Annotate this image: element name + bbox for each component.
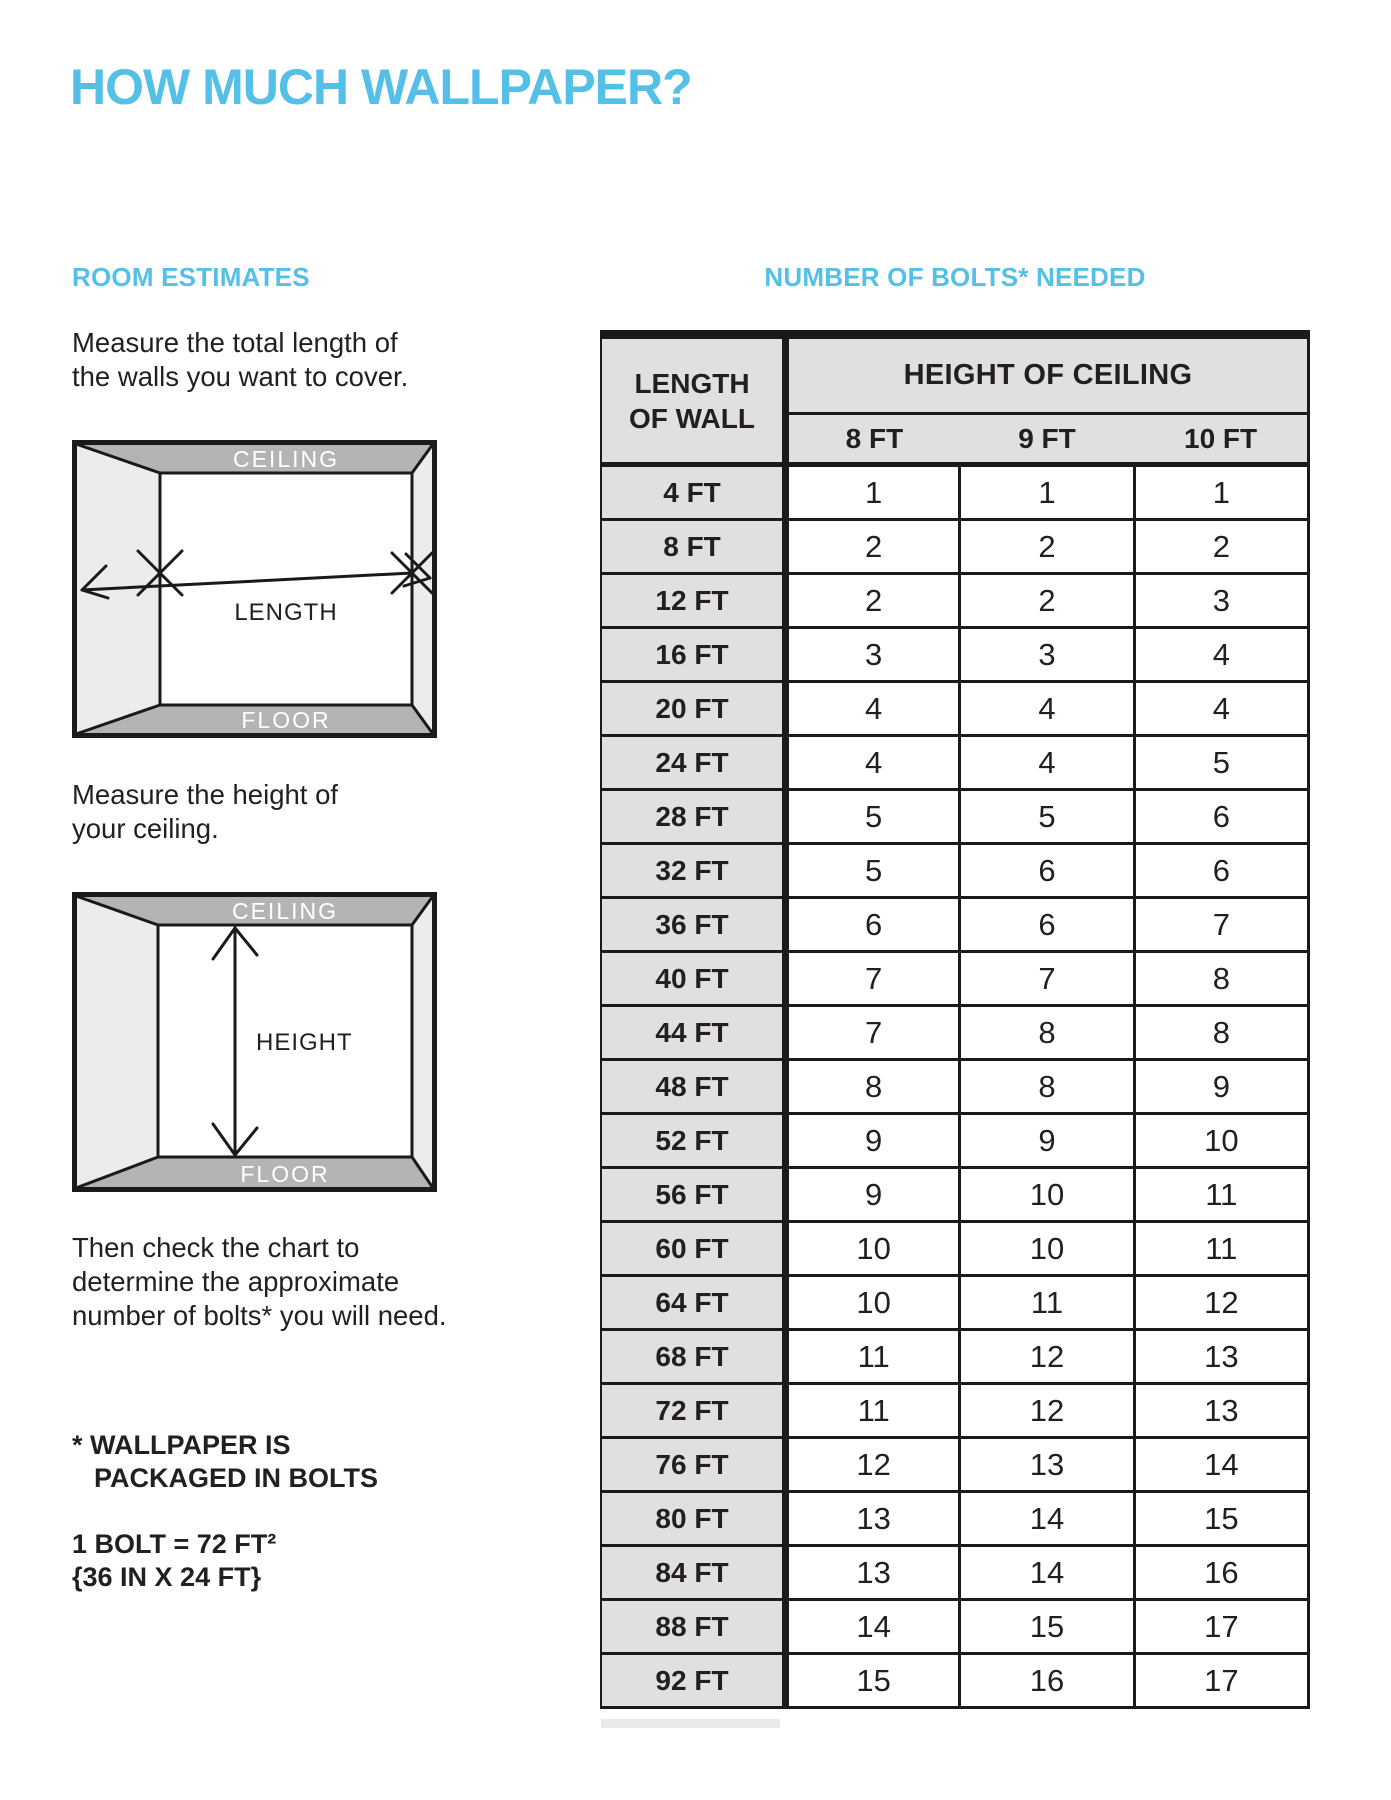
table-row <box>601 1654 1309 1708</box>
bolts-9ft-cell: 2 <box>960 574 1134 628</box>
bolts-8ft-cell: 11 <box>786 1330 960 1384</box>
table-row <box>601 844 1309 898</box>
wall-length-cell: 60 FT <box>601 1222 786 1276</box>
table-row <box>601 1384 1309 1438</box>
bolts-9ft-cell: 4 <box>960 682 1134 736</box>
wall-length-cell: 8 FT <box>601 520 786 574</box>
bolts-8ft-cell: 4 <box>786 736 960 790</box>
measure-height-paragraph <box>72 778 338 846</box>
bolts-8ft-cell: 13 <box>786 1546 960 1600</box>
right-wall-surface <box>412 896 433 1188</box>
bolts-8ft-cell: 8 <box>786 1060 960 1114</box>
bolts-footnote <box>72 1429 378 1495</box>
table-row <box>601 1168 1309 1222</box>
wall-length-cell: 32 FT <box>601 844 786 898</box>
bolts-9ft-cell: 10 <box>960 1168 1134 1222</box>
wall-length-cell: 64 FT <box>601 1276 786 1330</box>
wall-length-cell: 76 FT <box>601 1438 786 1492</box>
table-row <box>601 1600 1309 1654</box>
bolts-8ft-cell: 9 <box>786 1168 960 1222</box>
measure-length-paragraph <box>72 326 408 394</box>
height-arrow-icon <box>213 928 257 1155</box>
bolts-8ft-cell: 7 <box>786 952 960 1006</box>
bolts-8ft-cell: 4 <box>786 682 960 736</box>
bolts-9ft-cell: 16 <box>960 1654 1134 1708</box>
bolts-9ft-cell: 8 <box>960 1006 1134 1060</box>
bolts-10ft-cell: 5 <box>1134 736 1308 790</box>
bolts-8ft-cell: 7 <box>786 1006 960 1060</box>
room-height-diagram-svg <box>72 892 437 1192</box>
bolts-10ft-cell: 15 <box>1134 1492 1308 1546</box>
bolts-10ft-cell: 13 <box>1134 1330 1308 1384</box>
table-row <box>601 736 1309 790</box>
bolts-8ft-cell: 12 <box>786 1438 960 1492</box>
bolts-10ft-cell: 13 <box>1134 1384 1308 1438</box>
bolts-8ft-cell: 10 <box>786 1276 960 1330</box>
col-header-9ft: 9 FT <box>960 414 1134 465</box>
wall-length-cell: 28 FT <box>601 790 786 844</box>
col-header-10ft: 10 FT <box>1134 414 1308 465</box>
bolts-9ft-cell: 15 <box>960 1600 1134 1654</box>
bolts-10ft-cell: 1 <box>1134 465 1308 520</box>
bolts-8ft-cell: 2 <box>786 574 960 628</box>
wall-length-cell: 80 FT <box>601 1492 786 1546</box>
table-row <box>601 1060 1309 1114</box>
bolts-10ft-cell: 14 <box>1134 1438 1308 1492</box>
table-row <box>601 790 1309 844</box>
paragraph-line: number of bolts* you will need. <box>72 1300 447 1331</box>
bolts-9ft-cell: 5 <box>960 790 1134 844</box>
paragraph-line: Then check the chart to <box>72 1232 360 1263</box>
bolts-table-container <box>600 330 1310 1709</box>
table-row <box>601 1492 1309 1546</box>
table-row <box>601 628 1309 682</box>
wall-length-cell: 12 FT <box>601 574 786 628</box>
bolts-10ft-cell: 3 <box>1134 574 1308 628</box>
bolts-9ft-cell: 13 <box>960 1438 1134 1492</box>
bolts-9ft-cell: 6 <box>960 898 1134 952</box>
table-row <box>601 1006 1309 1060</box>
wall-length-cell: 56 FT <box>601 1168 786 1222</box>
bolt-spec <box>72 1528 276 1594</box>
table-footer-strip <box>601 1719 780 1728</box>
bolts-10ft-cell: 11 <box>1134 1168 1308 1222</box>
bolts-9ft-cell: 3 <box>960 628 1134 682</box>
height-label: HEIGHT <box>256 1029 353 1056</box>
length-label: LENGTH <box>234 599 338 626</box>
wall-length-cell: 44 FT <box>601 1006 786 1060</box>
bolts-10ft-cell: 12 <box>1134 1276 1308 1330</box>
bolts-9ft-cell: 12 <box>960 1384 1134 1438</box>
bolts-8ft-cell: 11 <box>786 1384 960 1438</box>
page-title: HOW MUCH WALLPAPER? <box>70 59 692 115</box>
bolts-8ft-cell: 15 <box>786 1654 960 1708</box>
table-row <box>601 1546 1309 1600</box>
room-estimates-heading: ROOM ESTIMATES <box>72 262 310 292</box>
bolts-10ft-cell: 16 <box>1134 1546 1308 1600</box>
bolts-8ft-cell: 5 <box>786 844 960 898</box>
bolts-10ft-cell: 6 <box>1134 790 1308 844</box>
header-line: LENGTH <box>634 367 750 399</box>
wall-length-cell: 52 FT <box>601 1114 786 1168</box>
wall-length-cell: 84 FT <box>601 1546 786 1600</box>
bolts-10ft-cell: 11 <box>1134 1222 1308 1276</box>
table-row <box>601 1438 1309 1492</box>
wall-length-cell: 40 FT <box>601 952 786 1006</box>
table-row <box>601 1222 1309 1276</box>
bolts-9ft-cell: 9 <box>960 1114 1134 1168</box>
bolts-9ft-cell: 1 <box>960 465 1134 520</box>
room-length-diagram-svg <box>72 440 437 738</box>
bolts-8ft-cell: 14 <box>786 1600 960 1654</box>
bolts-9ft-cell: 6 <box>960 844 1134 898</box>
wall-length-cell: 68 FT <box>601 1330 786 1384</box>
bolts-10ft-cell: 2 <box>1134 520 1308 574</box>
wall-length-cell: 20 FT <box>601 682 786 736</box>
paragraph-line: Measure the height of <box>72 779 339 810</box>
bolts-10ft-cell: 10 <box>1134 1114 1308 1168</box>
bolts-table <box>600 330 1310 1709</box>
bolts-8ft-cell: 9 <box>786 1114 960 1168</box>
bolts-9ft-cell: 2 <box>960 520 1134 574</box>
table-row <box>601 574 1309 628</box>
bolts-9ft-cell: 12 <box>960 1330 1134 1384</box>
bolts-9ft-cell: 11 <box>960 1276 1134 1330</box>
paragraph-line: Measure the total length of <box>72 327 398 358</box>
left-wall-surface <box>76 896 158 1188</box>
floor-label: FLOOR <box>241 707 331 733</box>
bolts-9ft-cell: 14 <box>960 1546 1134 1600</box>
bolts-8ft-cell: 3 <box>786 628 960 682</box>
table-row <box>601 898 1309 952</box>
wall-length-cell: 88 FT <box>601 1600 786 1654</box>
height-of-ceiling-header: HEIGHT OF CEILING <box>786 335 1309 414</box>
bolts-10ft-cell: 8 <box>1134 1006 1308 1060</box>
table-row <box>601 1114 1309 1168</box>
bolts-8ft-cell: 2 <box>786 520 960 574</box>
bolts-table-body <box>601 465 1309 1708</box>
bolts-8ft-cell: 6 <box>786 898 960 952</box>
wall-length-cell: 48 FT <box>601 1060 786 1114</box>
wall-length-cell: 92 FT <box>601 1654 786 1708</box>
table-row <box>601 952 1309 1006</box>
paragraph-line: the walls you want to cover. <box>72 361 409 392</box>
bolts-10ft-cell: 7 <box>1134 898 1308 952</box>
wall-length-cell: 16 FT <box>601 628 786 682</box>
bolts-9ft-cell: 8 <box>960 1060 1134 1114</box>
bolts-9ft-cell: 14 <box>960 1492 1134 1546</box>
bolts-8ft-cell: 10 <box>786 1222 960 1276</box>
bolts-10ft-cell: 9 <box>1134 1060 1308 1114</box>
floor-label: FLOOR <box>240 1161 330 1187</box>
bolts-10ft-cell: 4 <box>1134 682 1308 736</box>
col-header-8ft: 8 FT <box>786 414 960 465</box>
table-row <box>601 520 1309 574</box>
room-length-diagram <box>72 440 437 738</box>
header-line: OF WALL <box>629 402 755 434</box>
bolts-10ft-cell: 6 <box>1134 844 1308 898</box>
bolts-8ft-cell: 5 <box>786 790 960 844</box>
bolts-9ft-cell: 7 <box>960 952 1134 1006</box>
bolts-10ft-cell: 17 <box>1134 1654 1308 1708</box>
wall-length-cell: 4 FT <box>601 465 786 520</box>
wall-length-cell: 72 FT <box>601 1384 786 1438</box>
bolts-10ft-cell: 8 <box>1134 952 1308 1006</box>
footnote-line: PACKAGED IN BOLTS <box>94 1463 379 1493</box>
ceiling-label: CEILING <box>232 446 340 472</box>
back-wall <box>160 473 412 705</box>
bolts-9ft-cell: 4 <box>960 736 1134 790</box>
footnote-line: * WALLPAPER IS <box>72 1430 291 1460</box>
bolts-needed-heading: NUMBER OF BOLTS* NEEDED <box>764 262 1146 292</box>
table-row <box>601 1276 1309 1330</box>
wall-length-cell: 24 FT <box>601 736 786 790</box>
check-chart-paragraph <box>72 1231 447 1333</box>
bolt-spec-line: 1 BOLT = 72 FT² <box>72 1529 277 1559</box>
ceiling-label: CEILING <box>231 898 339 924</box>
length-of-wall-header <box>601 335 786 465</box>
bolt-spec-line: {36 IN X 24 FT} <box>72 1562 262 1592</box>
room-height-diagram <box>72 892 437 1192</box>
table-row <box>601 465 1309 520</box>
bolts-8ft-cell: 13 <box>786 1492 960 1546</box>
bolts-9ft-cell: 10 <box>960 1222 1134 1276</box>
wall-length-cell: 36 FT <box>601 898 786 952</box>
bolts-8ft-cell: 1 <box>786 465 960 520</box>
bolts-10ft-cell: 17 <box>1134 1600 1308 1654</box>
table-row <box>601 682 1309 736</box>
table-row <box>601 1330 1309 1384</box>
paragraph-line: your ceiling. <box>72 813 219 844</box>
paragraph-line: determine the approximate <box>72 1266 400 1297</box>
bolts-10ft-cell: 4 <box>1134 628 1308 682</box>
bolts-table-header <box>601 335 1309 465</box>
